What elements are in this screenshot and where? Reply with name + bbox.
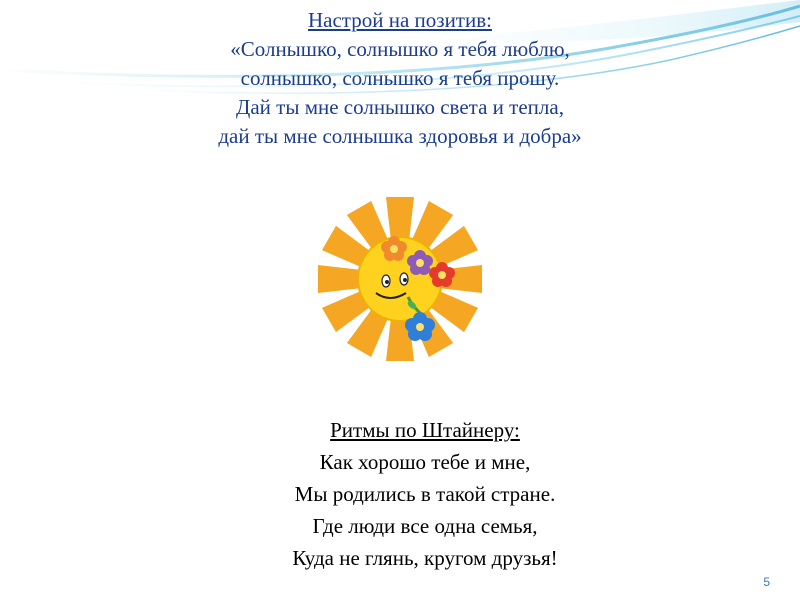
- poem-line: Как хорошо тебе и мне,: [319, 450, 531, 474]
- poem-line: солнышко, солнышко я тебя прошу.: [240, 66, 560, 90]
- poem-line: дай ты мне солнышка здоровья и добра»: [218, 124, 582, 148]
- positive-mood-poem: [100, 6, 700, 151]
- poem-heading: Настрой на позитив:: [308, 8, 492, 32]
- smiling-sun-with-flowers-icon: [316, 195, 484, 363]
- poem-line: Мы родились в такой стране.: [294, 482, 556, 506]
- poem-line: Дай ты мне солнышко света и тепла,: [236, 95, 564, 119]
- poem-line: Где люди все одна семья,: [312, 514, 538, 538]
- steiner-rhythms-poem: [230, 414, 620, 574]
- poem-line: Куда не глянь, кругом друзья!: [292, 546, 558, 570]
- poem-heading: Ритмы по Штайнеру:: [330, 418, 520, 442]
- page-number: 5: [763, 575, 770, 589]
- poem-line: «Солнышко, солнышко я тебя люблю,: [230, 37, 570, 61]
